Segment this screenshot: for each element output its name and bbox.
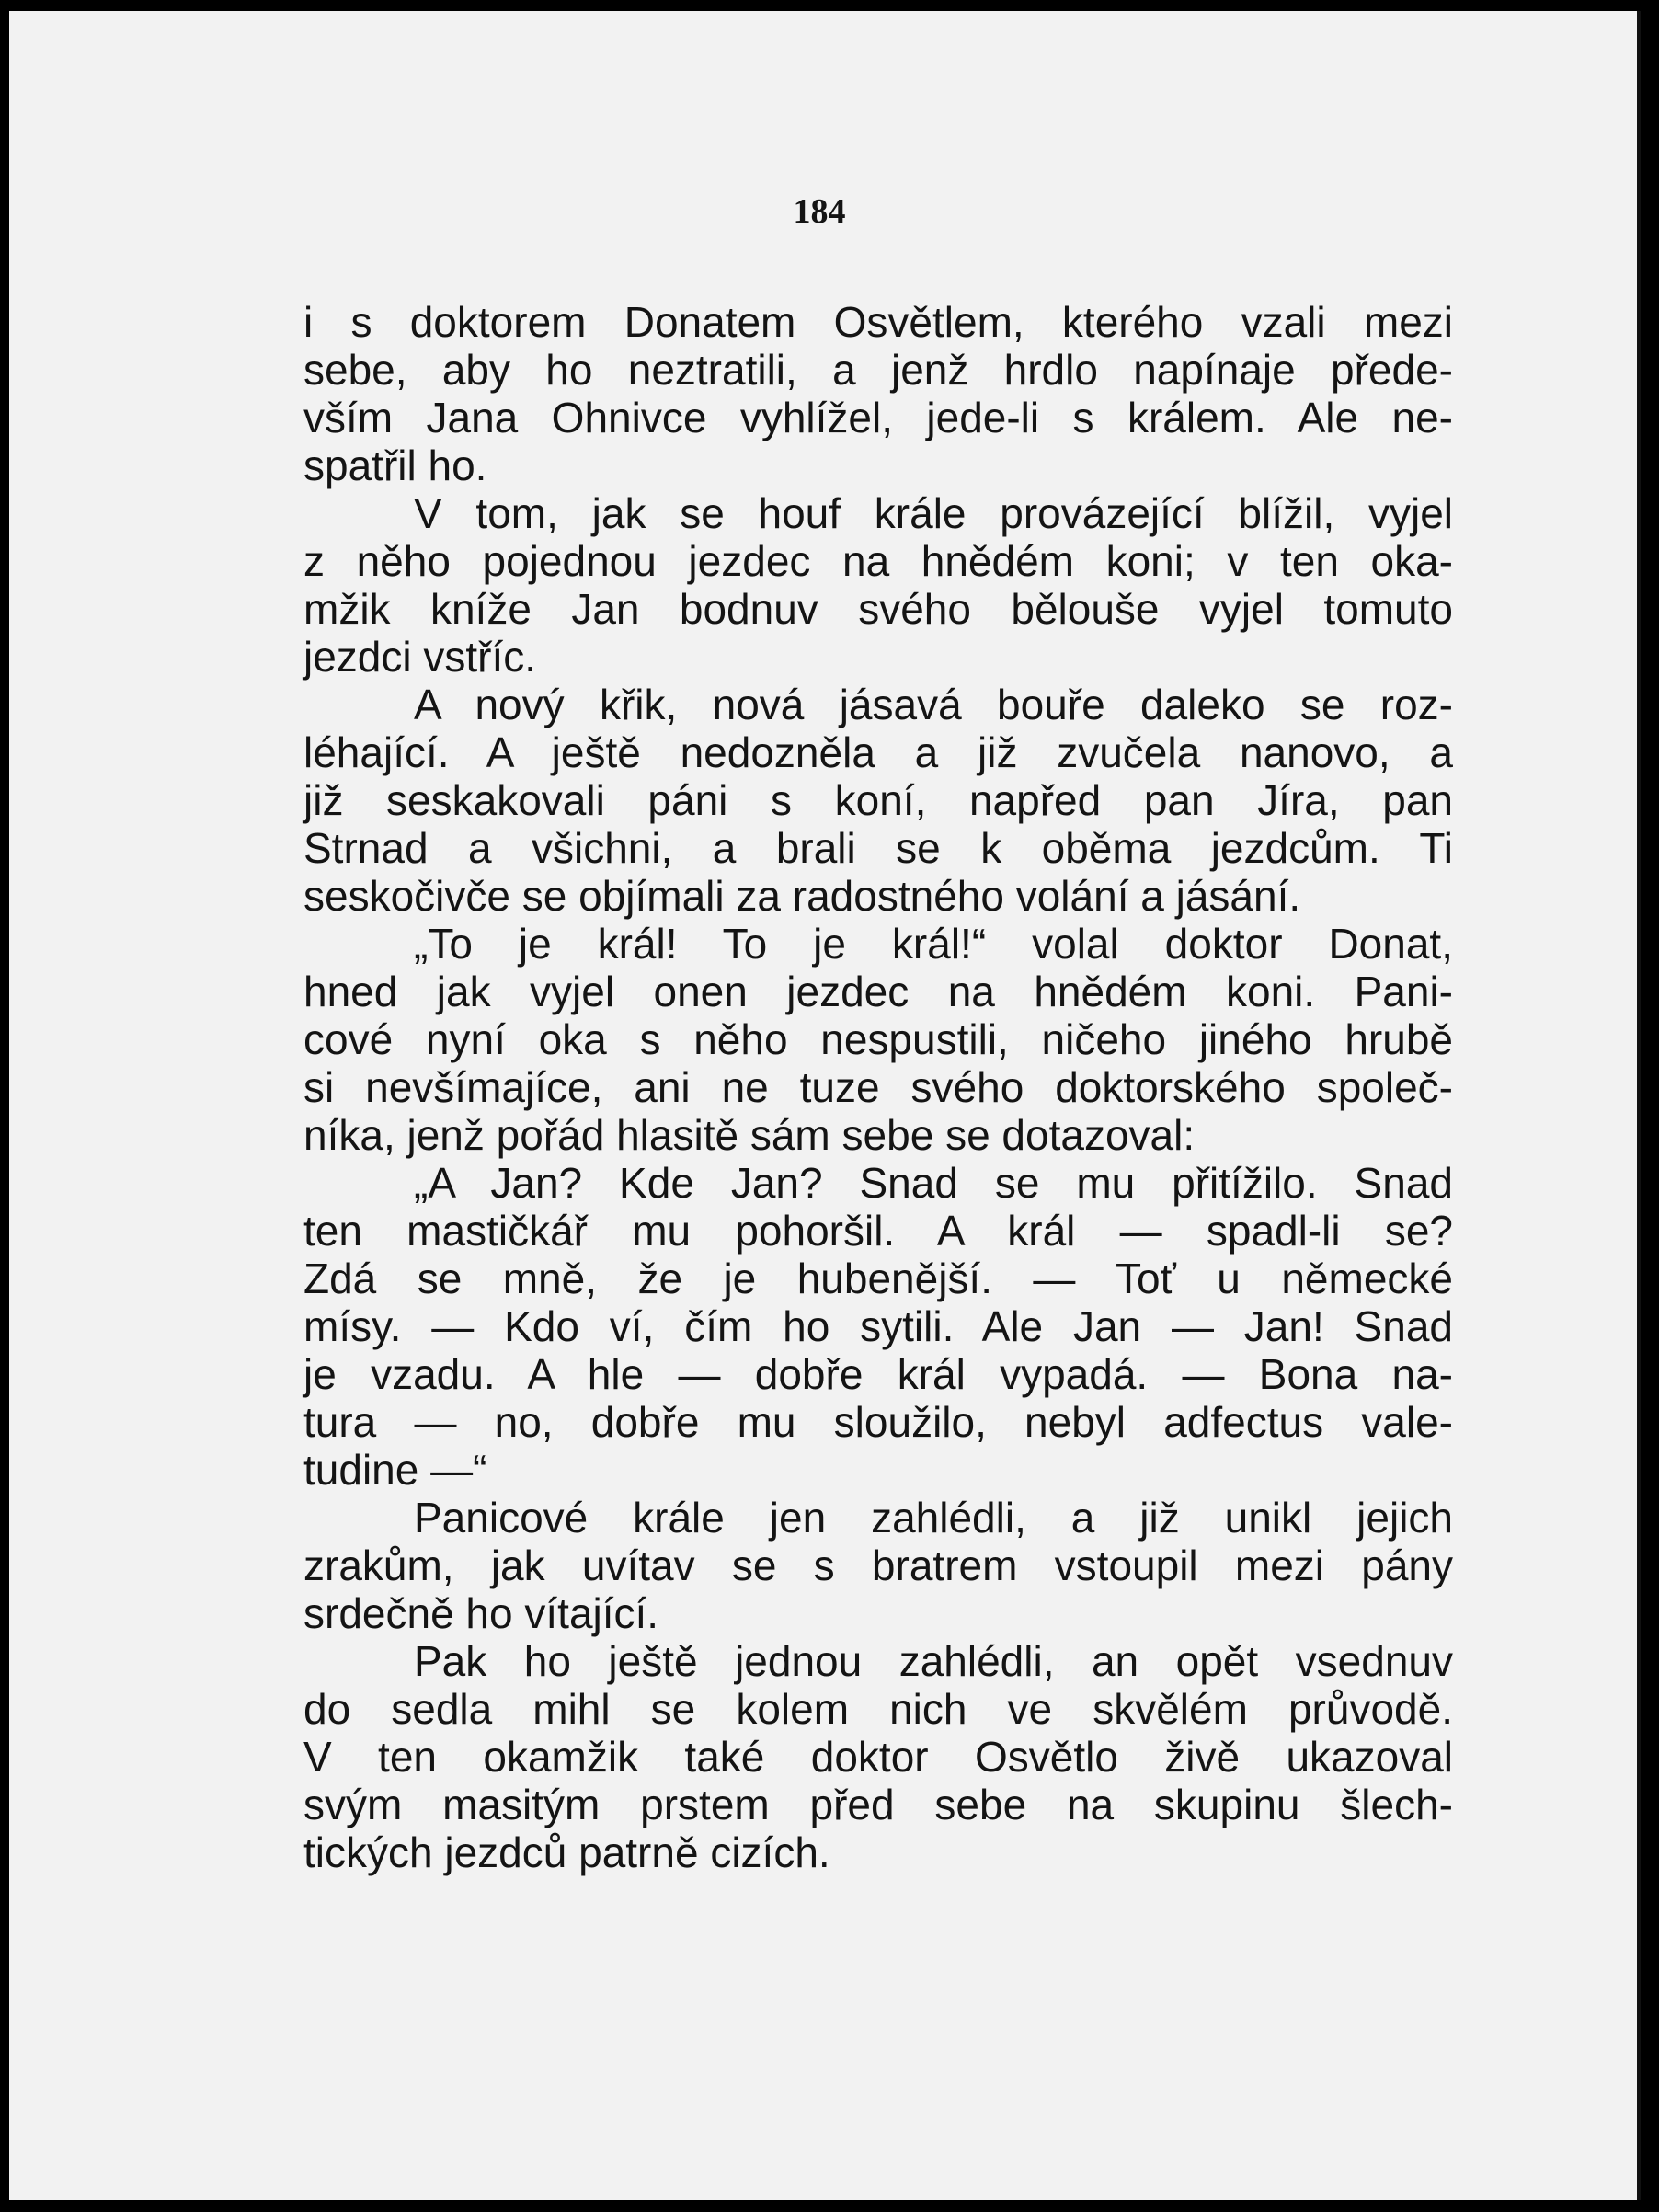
- text-line: svým masitým prstem před sebe na skupinu šlech-: [303, 1781, 1453, 1828]
- text-line: si nevšímajíce, ani ne tuze svého doktorského společ-: [303, 1063, 1453, 1111]
- paragraph: [303, 920, 1453, 1159]
- text-line: srdečně ho vítající.: [303, 1589, 659, 1637]
- text-line: hned jak vyjel onen jezdec na hnědém koni. Pani-: [303, 968, 1453, 1015]
- text-line: sebe, aby ho neztratili, a jenž hrdlo napínaje přede-: [303, 346, 1453, 394]
- text-line: V tom, jak se houf krále provázející blížil, vyjel: [414, 489, 1453, 537]
- text-line: již seskakovali páni s koní, napřed pan Jíra, pan: [303, 776, 1453, 824]
- text-line: tických jezdců patrně cizích.: [303, 1828, 830, 1876]
- text-line: Panicové krále jen zahlédli, a již unikl jejich: [414, 1494, 1453, 1542]
- text-line: V ten okamžik také doktor Osvětlo živě ukazoval: [303, 1733, 1453, 1781]
- text-line: jezdci vstříc.: [303, 633, 537, 681]
- text-line: „A Jan? Kde Jan? Snad se mu přitížilo. Snad: [414, 1159, 1453, 1207]
- text-line: z něho pojednou jezdec na hnědém koni; v ten oka-: [303, 537, 1453, 585]
- text-line: níka, jenž pořád hlasitě sám sebe se dotazoval:: [303, 1111, 1196, 1159]
- page-number: 184: [793, 192, 846, 231]
- text-line: je vzadu. A hle — dobře král vypadá. — Bona na-: [303, 1350, 1453, 1398]
- paragraph: [303, 489, 1453, 681]
- paragraph: [303, 681, 1453, 920]
- text-line: Pak ho ještě jednou zahlédli, an opět vsednuv: [414, 1637, 1453, 1685]
- paragraph: [303, 1494, 1453, 1637]
- text-line: vším Jana Ohnivce vyhlížel, jede-li s králem. Ale ne-: [303, 394, 1453, 441]
- text-line: i s doktorem Donatem Osvětlem, kterého vzali mezi: [303, 298, 1453, 346]
- text-line: spatřil ho.: [303, 441, 487, 489]
- text-line: A nový křik, nová jásavá bouře daleko se roz-: [414, 681, 1453, 728]
- paragraph: [303, 1159, 1453, 1494]
- text-line: zrakům, jak uvítav se s bratrem vstoupil mezi pány: [303, 1542, 1453, 1589]
- text-line: seskočivče se objímali za radostného volání a jásání.: [303, 872, 1301, 920]
- body-text: [303, 298, 1453, 1876]
- text-line: tura — no, dobře mu sloužilo, nebyl adfectus vale-: [303, 1398, 1453, 1446]
- text-line: „To je král! To je král!“ volal doktor Donat,: [414, 920, 1453, 968]
- paragraph: [303, 298, 1453, 489]
- text-line: Strnad a všichni, a brali se k oběma jezdcům. Ti: [303, 824, 1453, 872]
- text-line: do sedla mihl se kolem nich ve skvělém průvodě.: [303, 1685, 1453, 1733]
- text-line: léhající. A ještě nedozněla a již zvučela nanovo, a: [303, 728, 1453, 776]
- text-line: Zdá se mně, že je hubenější. — Toť u německé: [303, 1255, 1453, 1302]
- text-line: mžik kníže Jan bodnuv svého bělouše vyjel tomuto: [303, 585, 1453, 633]
- text-line: mísy. — Kdo ví, čím ho sytili. Ale Jan — Jan! Snad: [303, 1302, 1453, 1350]
- text-line: tudine —“: [303, 1446, 487, 1494]
- paragraph: [303, 1637, 1453, 1876]
- book-page: [9, 11, 1641, 2200]
- text-line: cové nyní oka s něho nespustili, ničeho jiného hrubě: [303, 1015, 1453, 1063]
- text-line: ten mastičkář mu pohoršil. A král — spadl-li se?: [303, 1207, 1453, 1255]
